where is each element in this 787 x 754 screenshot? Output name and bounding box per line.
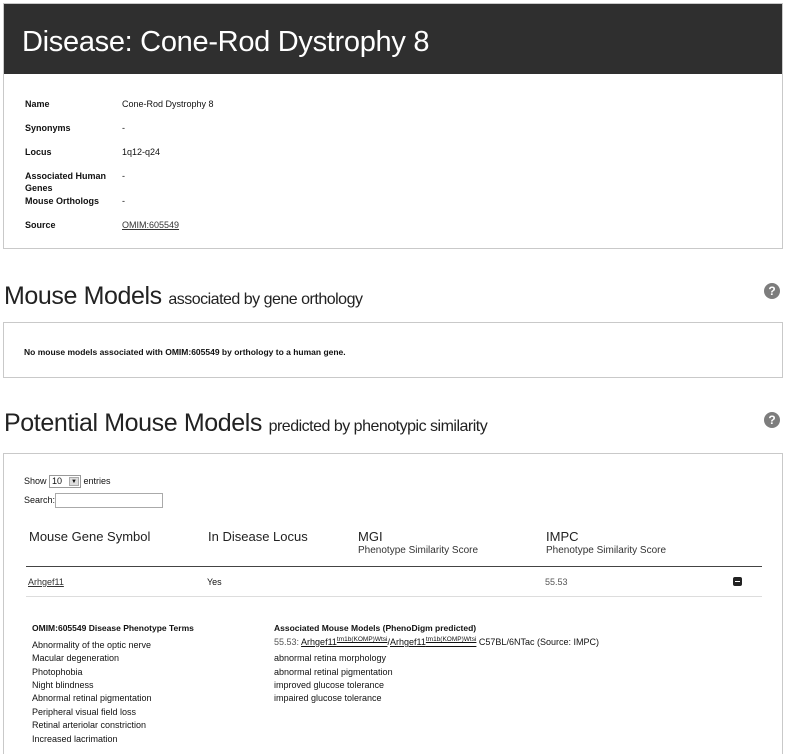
search-input[interactable]	[55, 493, 163, 508]
dropdown-arrow-icon: ▼	[69, 477, 79, 486]
disease-term: Increased lacrimation	[32, 734, 118, 744]
summary-label: Mouse Orthologs	[25, 196, 99, 206]
entries-select[interactable]	[49, 475, 81, 488]
summary-label: Synonyms	[25, 123, 71, 133]
question-circle-icon[interactable]: ?	[764, 412, 780, 428]
mouse-models-heading	[4, 282, 362, 311]
mouse-models-title: Mouse Models	[4, 282, 162, 310]
column-header-mgi-label: MGI	[358, 529, 383, 544]
allele-gene: Arhgef11	[301, 637, 337, 647]
summary-label: Source	[25, 220, 56, 230]
disease-term: Photophobia	[32, 667, 83, 677]
question-circle-icon[interactable]: ?	[764, 283, 780, 299]
no-models-message: No mouse models associated with OMIM:605549 by orthology to a human gene.	[24, 347, 346, 357]
summary-label: Name	[25, 99, 50, 109]
allele-superscript: tm1b(KOMP)Wtsi	[425, 636, 477, 643]
column-header-mgi[interactable]	[358, 529, 478, 556]
mouse-models-panel	[3, 322, 783, 378]
summary-value	[122, 219, 179, 231]
model-score: 55.53:	[274, 637, 300, 647]
in-locus-cell: Yes	[207, 577, 222, 587]
mouse-phenotype: improved glucose tolerance	[274, 680, 385, 690]
summary-label: Locus	[25, 147, 52, 157]
column-header-impc[interactable]	[546, 529, 666, 556]
summary-value: -	[122, 196, 125, 206]
allele-superscript: tm1b(KOMP)Wtsi	[336, 636, 388, 643]
table-row-divider	[26, 596, 762, 597]
search-label: Search:	[24, 494, 56, 505]
allele-link[interactable]	[390, 637, 476, 647]
summary-value: Cone-Rod Dystrophy 8	[122, 99, 214, 109]
summary-label: Associated Human Genes	[25, 171, 107, 193]
table-header-divider	[26, 566, 762, 567]
column-header-locus[interactable]	[208, 529, 308, 544]
allele-gene: Arhgef11	[389, 637, 426, 647]
disease-term: Peripheral visual field loss	[32, 707, 137, 717]
potential-models-title: Potential Mouse Models	[4, 409, 263, 437]
disease-term: Retinal arteriolar constriction	[32, 720, 147, 730]
disease-title: Disease: Cone-Rod Dystrophy 8	[4, 4, 782, 74]
impc-score-cell: 55.53	[545, 577, 568, 587]
allele-link[interactable]	[301, 637, 387, 647]
entries-select-value: 10	[52, 476, 63, 486]
summary-value: -	[122, 123, 125, 133]
mouse-phenotype: impaired glucose tolerance	[274, 693, 382, 703]
omim-source-link[interactable]: OMIM:605549	[122, 220, 180, 230]
show-label: Show	[24, 475, 47, 486]
collapse-row-icon[interactable]	[733, 577, 742, 586]
allele-separator: /	[387, 637, 390, 647]
disease-term: Abnormal retinal pigmentation	[32, 693, 152, 703]
mouse-phenotype: abnormal retinal pigmentation	[274, 667, 393, 677]
mouse-models-subtitle: associated by gene orthology	[168, 291, 363, 308]
column-header-gene[interactable]	[29, 529, 150, 544]
disease-term: Abnormality of the optic nerve	[32, 640, 152, 650]
model-background: C57BL/6NTac (Source: IMPC)	[478, 637, 599, 647]
column-header-locus-label: In Disease Locus	[208, 529, 308, 544]
mouse-models-header: Associated Mouse Models (PhenoDigm predicted)	[274, 623, 477, 633]
gene-cell	[28, 577, 64, 587]
column-header-gene-label: Mouse Gene Symbol	[29, 529, 151, 544]
potential-models-panel	[3, 453, 783, 754]
column-header-mgi-sub: Phenotype Similarity Score	[358, 545, 479, 556]
summary-value: -	[122, 171, 125, 181]
model-genotype-line	[274, 636, 599, 647]
gene-link[interactable]: Arhgef11	[28, 577, 64, 587]
mouse-phenotype: abnormal retina morphology	[274, 653, 387, 663]
summary-value: 1q12-q24	[122, 147, 161, 157]
disease-term: Night blindness	[32, 680, 94, 690]
potential-models-subtitle: predicted by phenotypic similarity	[268, 418, 488, 435]
search-control	[24, 493, 163, 508]
entries-control	[24, 475, 111, 488]
column-header-impc-label: IMPC	[546, 529, 579, 544]
column-header-impc-sub: Phenotype Similarity Score	[546, 545, 667, 556]
disease-panel	[3, 3, 783, 249]
disease-terms-header: OMIM:605549 Disease Phenotype Terms	[32, 623, 194, 633]
potential-models-heading	[4, 409, 487, 438]
disease-term: Macular degeneration	[32, 653, 120, 663]
entries-label: entries	[83, 475, 111, 486]
